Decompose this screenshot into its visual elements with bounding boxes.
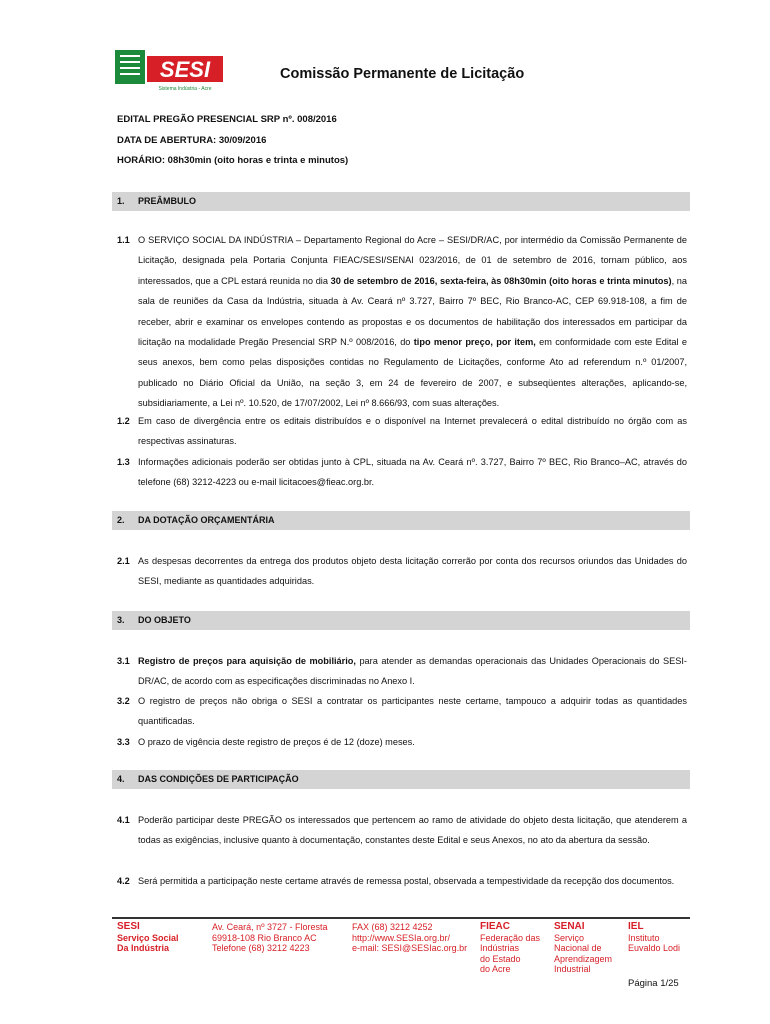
paragraph-number: 3.1 (117, 656, 130, 666)
paragraph-2-1 (117, 551, 687, 592)
footer-sesi-line: Da Indústria (117, 943, 170, 954)
paragraph-1-3 (117, 452, 687, 493)
footer-iel-line: Euvaldo Lodi (628, 943, 681, 954)
footer-address-line: 69918-108 Rio Branco AC (212, 932, 317, 943)
document-title: Comissão Permanente de Licitação (280, 66, 525, 82)
sesi-logo (115, 50, 225, 92)
footer-sesi-heading: SESI (117, 921, 140, 932)
paragraph-text: O SERVIÇO SOCIAL DA INDÚSTRIA – Departamento Regional do Acre – SESI/DR/AC, por intermédio da Comissão Permanente de Licitação, designada pela Portaria Conjunta FIEAC/SESI/SENAI 023/2016, de 01 de setembro de 2016, tornam público, aos interessados, que a CPL estará reunida no dia (138, 235, 687, 286)
section-header-2 (112, 511, 690, 530)
paragraph-number: 3.2 (117, 696, 130, 706)
footer-fieac-heading: FIEAC (480, 921, 510, 932)
paragraph-number: 3.3 (117, 737, 130, 747)
paragraph-4-2 (117, 871, 687, 891)
footer-phone: Telefone (68) 3212 4223 (212, 943, 310, 954)
footer-address (212, 922, 328, 954)
paragraph-number: 2.1 (117, 556, 130, 566)
footer-contact (352, 922, 467, 954)
footer-address-line: Av. Ceará, nº 3727 - Floresta (212, 922, 328, 932)
footer-fieac-line: Federação das (480, 932, 541, 943)
footer-fieac-line: do Estado (480, 953, 521, 964)
section-header-4 (112, 770, 690, 789)
paragraph-number: 1.2 (117, 416, 130, 426)
paragraph-number: 1.3 (117, 457, 130, 467)
paragraph-1-2 (117, 411, 687, 452)
paragraph-text: O registro de preços não obriga o SESI a contratar os participantes neste certame, tampouco a adquirir todas as quantidades quantificadas. (138, 696, 687, 727)
footer-fieac-line: Indústrias (480, 943, 520, 954)
paragraph-3-1 (117, 651, 687, 692)
paragraph-3-3 (117, 732, 687, 752)
section-header-3 (112, 611, 690, 630)
paragraph-text: para atender as demandas operacionais das Unidades Operacionais do SESI-DR/AC, de acordo com as especificações discriminadas no Anexo I. (138, 656, 687, 687)
footer-senai-line: Nacional de (554, 943, 602, 954)
footer-sesi-line: Serviço Social (117, 932, 179, 943)
footer-senai-heading: SENAI (554, 921, 585, 932)
paragraph-3-2 (117, 691, 687, 732)
paragraph-1-1 (117, 230, 687, 414)
page-number: Página 1/25 (628, 978, 679, 989)
section-title: PREÂMBULO (138, 196, 196, 206)
paragraph-text: Será permitida a participação neste certame através de remessa postal, observada a tempestividade da recepção dos documentos. (138, 876, 675, 886)
opening-date: DATA DE ABERTURA: 30/09/2016 (117, 135, 267, 146)
section-title: DO OBJETO (138, 615, 191, 625)
section-number: 4. (117, 774, 125, 784)
paragraph-text: em conformidade com este Edital e seus anexos, bem como pelas disposições contidas no Regulamento de Licitações, conforme Ato ad referendum n.º 01/2007, publicado no Diário Oficial da União, na seção 3, em 24 de fevereiro de 2007, e subseqüentes alterações, aplicando-se, subsidiariamente, a Lei nº. 10.520, de 17/07/2002, Lei nº 8.666/93, com suas alterações. (138, 337, 688, 409)
footer-senai-line: Aprendizagem (554, 953, 613, 964)
footer-senai-line: Serviço (554, 932, 585, 943)
section-title: DAS CONDIÇÕES DE PARTICIPAÇÃO (138, 774, 299, 784)
section-header-1 (112, 192, 690, 211)
section-number: 3. (117, 615, 125, 625)
logo-text: SESI (159, 57, 211, 82)
logo-subtitle: Sistema Indústria - Acre (158, 86, 212, 92)
paragraph-number: 4.2 (117, 876, 130, 886)
section-number: 1. (117, 196, 125, 206)
footer-website-link[interactable]: http://www.SESIa.org.br/ (352, 932, 451, 943)
footer-iel (628, 922, 680, 954)
footer-fax: FAX (68) 3212 4252 (352, 922, 433, 932)
paragraph-text: Poderão participar deste PREGÃO os interessados que pertencem ao ramo de atividade do objeto desta licitação, que atenderem a todas as exigências, inclusive quanto à documentação, constantes deste Edital e seus Anexos, no ato da abertura da sessão. (138, 815, 687, 846)
footer-email-link[interactable]: e-mail: SESI@SESIac.org.br (352, 943, 468, 954)
section-title: DA DOTAÇÃO ORÇAMENTÁRIA (138, 515, 275, 525)
paragraph-text: O prazo de vigência deste registro de preços é de 12 (doze) meses. (138, 737, 415, 747)
section-number: 2. (117, 515, 125, 525)
paragraph-text: Informações adicionais poderão ser obtidas junto à CPL, situada na Av. Ceará nº. 3.727, Bairro 7º BEC, Rio Branco–AC, através do telefone (68) 3212-4223 ou e-mail licitacoes@fieac.org.br. (138, 457, 687, 488)
paragraph-number: 1.1 (117, 235, 130, 245)
opening-time: HORÁRIO: 08h30min (oito horas e trinta e minutos) (117, 155, 349, 166)
footer-senai-line: Industrial (554, 964, 591, 975)
footer-iel-heading: IEL (628, 921, 644, 932)
bold-object-text: Registro de preços para aquisição de mobiliário, (138, 656, 356, 666)
footer-fieac-line: do Acre (480, 964, 511, 975)
paragraph-4-1 (117, 810, 687, 851)
footer-senai (554, 922, 612, 975)
footer-fieac (480, 922, 540, 975)
edital-number: EDITAL PREGÃO PRESENCIAL SRP nº. 008/2016 (117, 114, 337, 125)
footer-divider (112, 917, 690, 919)
footer-iel-line: Instituto (628, 932, 660, 943)
footer-sesi (117, 922, 179, 954)
paragraph-text: , na sala de reuniões da Casa da Indústria, situada à Av. Ceará nº 3.727, Bairro 7º BEC, Rio Branco-AC, CEP 69.918-108, a fim de receber, abrir e examinar os envelopes contendo as propostas e os documentos de habilitação dos interessados em participar da licitação na modalidade Pregão Presencial SRP N.º 008/2016, do (138, 275, 688, 348)
bold-type-text: tipo menor preço, por item, (413, 337, 536, 348)
paragraph-number: 4.1 (117, 815, 130, 825)
paragraph-text: As despesas decorrentes da entrega dos produtos objeto desta licitação correrão por conta dos recursos oriundos das Unidades do SESI, mediante as quantidades adquiridas. (138, 556, 687, 587)
paragraph-text: Em caso de divergência entre os editais distribuídos e o disponível na Internet prevalecerá o edital distribuído no órgão com as respectivas assinaturas. (138, 416, 687, 447)
bold-date-text: 30 de setembro de 2016, sexta-feira, às 08h30min (oito horas e trinta minutos) (330, 275, 672, 286)
